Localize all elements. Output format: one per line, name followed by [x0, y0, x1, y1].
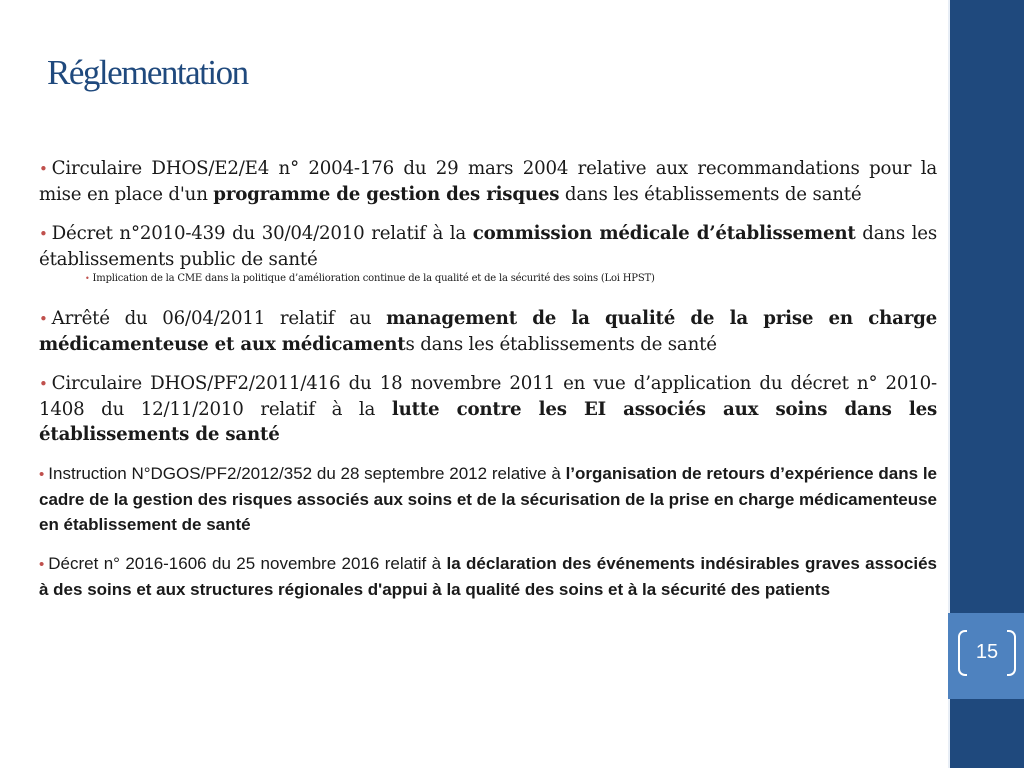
left-bracket-icon — [958, 630, 967, 676]
page-number — [958, 630, 1016, 682]
list-item: • Décret n°2010-439 du 30/04/2010 relatif à la commission médicale d’établissement dans les établissements public de santé — [39, 223, 937, 270]
page-title: Réglementation — [47, 53, 248, 92]
bullet-icon: • — [39, 466, 45, 483]
list-item: • Décret n° 2016-1606 du 25 novembre 2016 relatif à la déclaration des événements indésirables graves associés à des soins et aux structures régionales d'appui à la qualité des soins et à la sécurité des patients — [39, 554, 937, 599]
list-item: • Instruction N°DGOS/PF2/2012/352 du 28 septembre 2012 relative à l’organisation de retours d’expérience dans le cadre de la gestion des risques associés aux soins et de la sécurisation de la prise en charge médicamenteuse en établissement de santé — [39, 464, 937, 534]
list-item: • Circulaire DHOS/PF2/2011/416 du 18 novembre 2011 en vue d’application du décret n° 2010-1408 du 12/11/2010 relatif à la lutte contre les EI associés aux soins dans les établissements de santé — [39, 373, 937, 445]
content — [39, 156, 937, 616]
bullet-icon: • — [39, 556, 45, 573]
list-item: • Circulaire DHOS/E2/E4 n° 2004-176 du 29 mars 2004 relative aux recommandations pour la mise en place d'un programme de gestion des risques dans les établissements de santé — [39, 158, 937, 205]
bullet-icon: • — [39, 375, 48, 393]
sub-list-item: • Implication de la CME dans la politique d’amélioration continue de la qualité et de la sécurité des soins (Loi HPST) — [85, 273, 655, 284]
bullet-icon: • — [39, 160, 48, 178]
list-item: • Arrêté du 06/04/2011 relatif au management de la qualité de la prise en charge médicamenteuse et aux médicaments dans les établissements de santé — [39, 308, 937, 355]
page-number-value: 15 — [975, 640, 999, 663]
bullet-icon: • — [85, 274, 90, 283]
bullet-icon: • — [39, 310, 48, 328]
bullet-icon: • — [39, 225, 48, 243]
right-bracket-icon — [1007, 630, 1016, 676]
